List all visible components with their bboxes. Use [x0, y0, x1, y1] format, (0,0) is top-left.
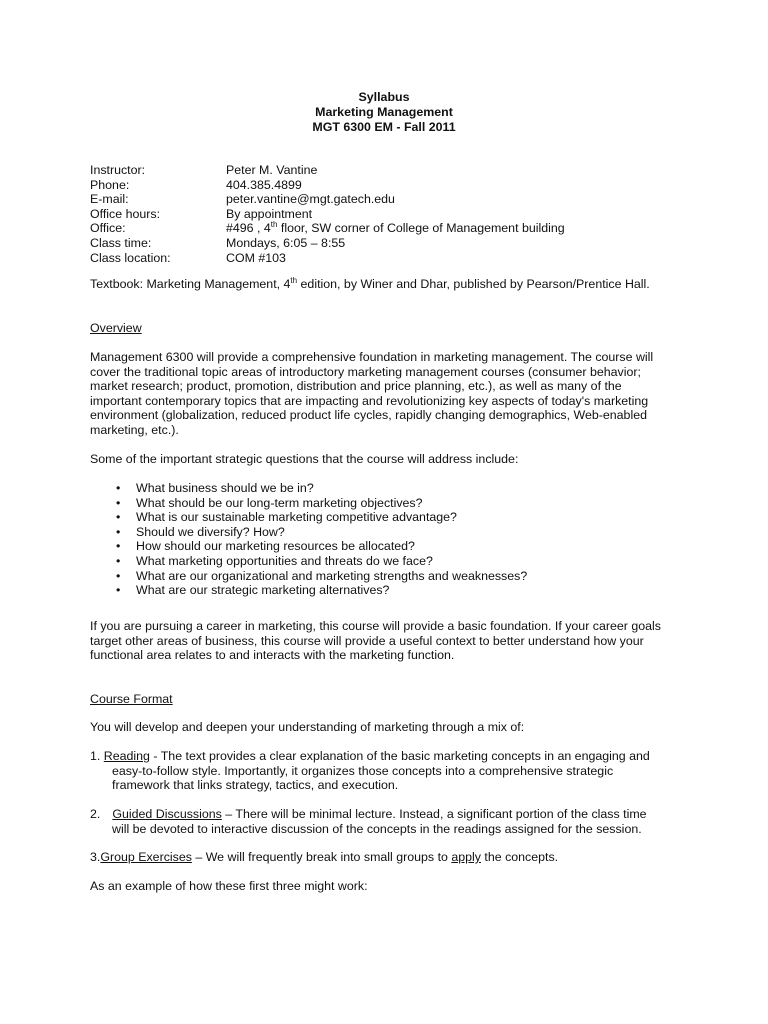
bullet-icon: • — [116, 583, 121, 598]
info-label: Office: — [90, 221, 126, 236]
textbook-line: Textbook: Marketing Management, 4th edition, by Winer and Dhar, published by Pearson/Prentice Hall. — [90, 275, 650, 291]
list-item: • Should we diversify? How? — [116, 524, 285, 539]
info-label: Instructor: — [90, 163, 146, 177]
overview-heading: Overview — [90, 321, 142, 335]
bullet-icon: • — [116, 524, 121, 539]
info-label: Class time: — [90, 235, 152, 250]
discussions-term: Guided Discussions — [112, 807, 222, 821]
info-row-email — [90, 192, 565, 207]
course-name: Marketing Management — [315, 105, 453, 119]
list-item: • What are our organizational and marketing strengths and weaknesses? — [116, 568, 528, 583]
format-item-reading: 1. Reading - The text provides a clear explanation of the basic marketing concepts in an engaging and easy-to-follow style. Importantly, it organizes those concepts into a comprehensive strategic framework that links strategy, tactics, and execution. — [90, 749, 650, 793]
format-item-discussions: 2. Guided Discussions – There will be minimal lecture. Instead, a significant portion of the class time will be devoted to interactive discussion of the concepts in the readings assigned for the session. — [90, 807, 647, 836]
career-paragraph: If you are pursuing a career in marketing, this course will provide a basic foundation. If your career goals target other areas of business, this course will provide a useful context to better understand how your functional area relates to and interacts with the marketing function. — [90, 619, 661, 663]
group-exercises-term: Group Exercises — [100, 850, 192, 864]
bullet-icon: • — [116, 553, 121, 568]
list-item: • What should be our long-term marketing objectives? — [116, 495, 423, 510]
course-code-term: MGT 6300 EM - Fall 2011 — [312, 120, 456, 134]
info-row-office — [90, 221, 565, 236]
info-value: #496 , 4th floor, SW corner of College of Management building — [226, 220, 565, 236]
info-label: Class location: — [90, 250, 171, 265]
bullet-icon: • — [116, 510, 121, 525]
list-item: • What are our strategic marketing alternatives? — [116, 583, 390, 598]
strategic-questions-list — [90, 481, 527, 598]
info-label: Phone: — [90, 177, 130, 192]
info-row-class-time — [90, 236, 565, 251]
bullet-icon: • — [116, 495, 121, 510]
list-item: • How should our marketing resources be allocated? — [116, 539, 415, 554]
info-value: Mondays, 6:05 – 8:55 — [226, 235, 346, 250]
info-value: By appointment — [226, 206, 313, 221]
info-row-instructor — [90, 163, 565, 178]
bullet-icon: • — [116, 568, 121, 583]
reading-term: Reading — [103, 749, 150, 763]
info-row-class-location — [90, 251, 565, 266]
info-value: peter.vantine@mgt.gatech.edu — [226, 192, 395, 207]
format-item-group-exercises: 3.Group Exercises – We will frequently break into small groups to apply the concepts. — [90, 850, 559, 864]
apply-term: apply — [451, 850, 481, 864]
bullet-icon: • — [116, 481, 121, 495]
list-item: • What marketing opportunities and threats do we face? — [116, 553, 433, 568]
info-label: Office hours: — [90, 206, 161, 221]
list-item: • What business should we be in? — [116, 481, 314, 495]
info-row-office-hours — [90, 207, 565, 222]
bullet-icon: • — [116, 539, 121, 554]
questions-intro: Some of the important strategic questions that the course will address include: — [90, 452, 519, 466]
course-info-block — [90, 163, 565, 265]
example-line: As an example of how these first three might work: — [90, 879, 368, 893]
doc-title: Syllabus — [358, 90, 410, 104]
list-item: • What is our sustainable marketing competitive advantage? — [116, 510, 457, 525]
format-intro: You will develop and deepen your understanding of marketing through a mix of: — [90, 720, 525, 734]
info-row-phone — [90, 178, 565, 193]
info-value: Peter M. Vantine — [226, 163, 318, 177]
info-value: COM #103 — [226, 250, 286, 265]
info-label: E-mail: — [90, 192, 129, 207]
course-format-heading: Course Format — [90, 692, 173, 706]
overview-paragraph: Management 6300 will provide a comprehensive foundation in marketing management. The course will cover the traditional topic areas of introductory marketing management courses (consumer behavior; market research; product, promotion, distribution and price planning, etc.), as well as many of the important contemporary topics that are impacting and revolutionizing key aspects of today's marketing environment (globalization, reduced product life cycles, rapidly changing demographics, Web-enabled marketing, etc.). — [90, 350, 654, 437]
info-value: 404.385.4899 — [226, 177, 302, 192]
